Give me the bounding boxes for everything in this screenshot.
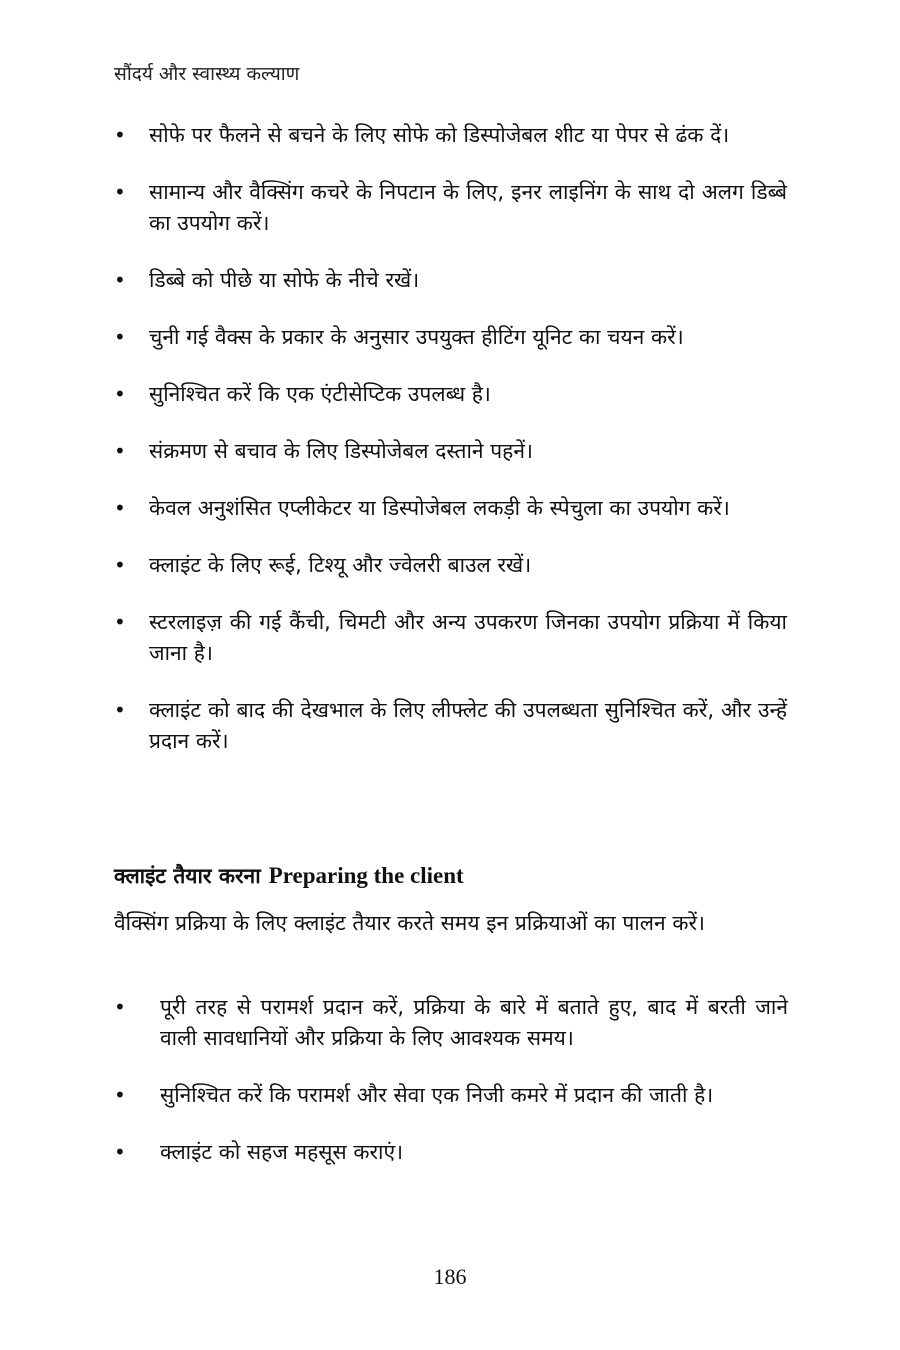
client-preparation-list: [0, 992, 900, 1194]
bullet-icon: •: [114, 610, 126, 634]
list-item: [0, 120, 787, 151]
list-item-text: सोफे पर फैलने से बचने के लिए सोफे को डिस्पोजेबल शीट या पेपर से ढंक दें।: [149, 123, 730, 147]
bullet-icon: •: [114, 553, 126, 577]
bullet-icon: •: [114, 268, 126, 292]
bullet-icon: •: [114, 1140, 126, 1164]
bullet-icon: •: [114, 1083, 126, 1107]
list-item-text: पूरी तरह से परामर्श प्रदान करें, प्रक्रिया के बारे में बताते हुए, बाद में बरती जाने वाली सावधानियों और प्रक्रिया के लिए आवश्यक समय।: [160, 995, 788, 1050]
bullet-icon: •: [114, 325, 126, 349]
bullet-icon: •: [114, 123, 126, 147]
list-item-text: केवल अनुशंसित एप्लीकेटर या डिस्पोजेबल लकड़ी के स्पेचुला का उपयोग करें।: [149, 496, 730, 520]
list-item: [0, 436, 787, 467]
page-number: 186: [433, 1264, 467, 1289]
list-item: [0, 1137, 788, 1168]
running-header: सौंदर्य और स्वास्थ्य कल्याण: [114, 63, 300, 85]
list-item-text: संक्रमण से बचाव के लिए डिस्पोजेबल दस्ताने पहनें।: [149, 439, 533, 463]
list-item-text: सुनिश्चित करें कि परामर्श और सेवा एक निजी कमरे में प्रदान की जाती है।: [160, 1083, 714, 1107]
bullet-icon: •: [114, 698, 126, 722]
list-item-text: क्लाइंट के लिए रूई, टिश्यू और ज्वेलरी बाउल रखें।: [149, 553, 532, 577]
section-heading-hindi: क्लाइंट तैयार करना: [114, 864, 261, 888]
bullet-icon: •: [114, 382, 126, 406]
list-item: [0, 695, 787, 757]
list-item: [0, 322, 787, 353]
bullet-icon: •: [114, 180, 126, 204]
list-item: [0, 607, 787, 669]
list-item-text: डिब्बे को पीछे या सोफे के नीचे रखें।: [149, 268, 420, 292]
list-item: [0, 493, 787, 524]
list-item: [0, 177, 787, 239]
list-item: [0, 1080, 788, 1111]
list-item-text: सुनिश्चित करें कि एक एंटीसेप्टिक उपलब्ध है।: [149, 382, 491, 406]
list-item-text: क्लाइंट को सहज महसूस कराएं।: [160, 1140, 404, 1164]
section-heading-english: Preparing the client: [268, 863, 464, 888]
list-item: [0, 550, 787, 581]
preparation-checklist: [0, 120, 900, 783]
bullet-icon: •: [114, 439, 126, 463]
bullet-icon: •: [114, 995, 126, 1019]
list-item: [0, 992, 788, 1054]
section-intro-paragraph: वैक्सिंग प्रक्रिया के लिए क्लाइंट तैयार करते समय इन प्रक्रियाओं का पालन करें।: [114, 911, 705, 935]
list-item: [0, 379, 787, 410]
list-item-text: स्टरलाइज़ की गई कैंची, चिमटी और अन्य उपकरण जिनका उपयोग प्रक्रिया में किया जाना है।: [149, 610, 787, 665]
list-item-text: क्लाइंट को बाद की देखभाल के लिए लीफ्लेट की उपलब्धता सुनिश्चित करें, और उन्हें प्रदान करें।: [149, 698, 787, 753]
list-item-text: चुनी गई वैक्स के प्रकार के अनुसार उपयुक्त हीटिंग यूनिट का चयन करें।: [149, 325, 684, 349]
list-item-text: सामान्य और वैक्सिंग कचरे के निपटान के लिए, इनर लाइनिंग के साथ दो अलग डिब्बे का उपयोग करें।: [149, 180, 787, 235]
section-heading: [114, 860, 464, 892]
list-item: [0, 265, 787, 296]
bullet-icon: •: [114, 496, 126, 520]
